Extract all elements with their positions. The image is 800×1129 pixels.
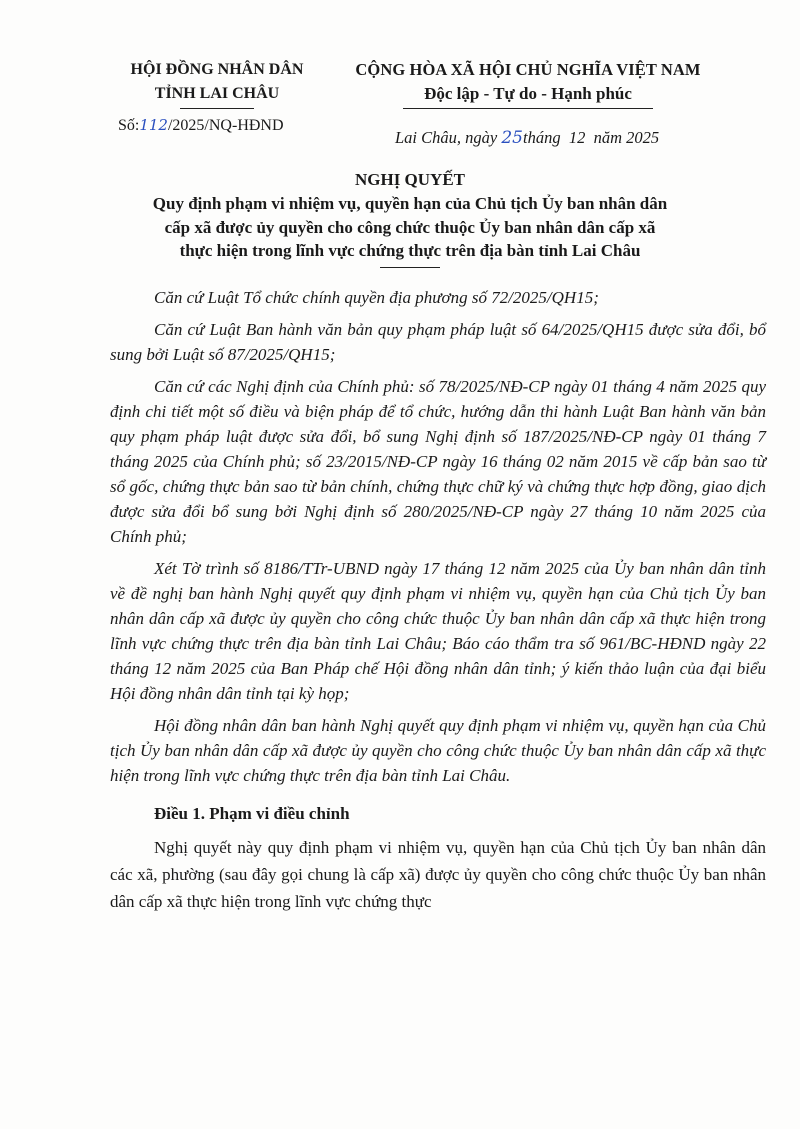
issue-date — [395, 128, 659, 148]
preamble-paragraph: Căn cứ Luật Ban hành văn bản quy phạm pháp luật số 64/2025/QH15 được sửa đổi, bổ sung bởi Luật số 87/2025/QH15; — [110, 320, 766, 364]
document-type: NGHỊ QUYẾT — [354, 170, 466, 189]
preamble-paragraph: Căn cứ Luật Tổ chức chính quyền địa phương số 72/2025/QH15; — [154, 288, 599, 307]
authority-name-line2: TỈNH LAI CHÂU — [154, 85, 280, 102]
document-number — [118, 116, 284, 135]
document-number-prefix: Số: — [118, 117, 140, 134]
article-1-heading: Điều 1. Phạm vi điều chỉnh — [154, 804, 350, 823]
subject-line: Quy định phạm vi nhiệm vụ, quyền hạn của Chủ tịch Ủy ban nhân dân — [152, 194, 668, 213]
document-body — [110, 285, 766, 915]
document-number-suffix: /2025/NQ-HĐND — [167, 117, 284, 134]
date-day-handwritten: 25 — [501, 128, 523, 148]
document-number-handwritten: 112 — [139, 116, 168, 134]
article-1-text: Nghị quyết này quy định phạm vi nhiệm vụ, quyền hạn của Chủ tịch Ủy ban nhân dân các xã, phường (sau đây gọi chung là cấp xã) được ủy quyền cho công chức thuộc Ủy ban nhân dân cấp xã thực hiện trong lĩnh vực chứng thực — [110, 838, 766, 911]
document-title — [100, 168, 720, 268]
subject-line: cấp xã được ủy quyền cho công chức thuộc Ủy ban nhân dân cấp xã — [164, 217, 656, 237]
date-suffix: tháng 12 năm 2025 — [522, 128, 660, 147]
motto-underline — [403, 108, 653, 109]
national-motto: Độc lập - Tự do - Hạnh phúc — [424, 84, 632, 103]
preamble-paragraph: Xét Tờ trình số 8186/TTr-UBND ngày 17 tháng 12 năm 2025 của Ủy ban nhân dân tỉnh về đề nghị ban hành Nghị quyết quy định phạm vi nhiệm vụ, quyền hạn của Chủ tịch Ủy ban nhân dân cấp xã được ủy quyền cho công chức thuộc Ủy ban nhân dân cấp xã thực hiện trong lĩnh vực chứng thực trên địa bàn tỉnh Lai Châu; Báo cáo thẩm tra số 961/BC-HĐND ngày 22 tháng 12 năm 2025 của Ban Pháp chế Hội đồng nhân dân tỉnh; ý kiến thảo luận của đại biểu Hội đồng nhân dân tỉnh tại kỳ họp; — [110, 559, 766, 703]
preamble-paragraph: Hội đồng nhân dân ban hành Nghị quyết quy định phạm vi nhiệm vụ, quyền hạn của Chủ tịch Ủy ban nhân dân cấp xã được ủy quyền cho công chức thuộc Ủy ban nhân dân cấp xã thực hiện trong lĩnh vực chứng thực trên địa bàn tỉnh Lai Châu. — [110, 716, 766, 785]
subject-line: thực hiện trong lĩnh vực chứng thực trên địa bàn tỉnh Lai Châu — [179, 241, 641, 260]
nation-name: CỘNG HÒA XÃ HỘI CHỦ NGHĨA VIỆT NAM — [355, 60, 701, 79]
issuing-authority — [112, 58, 322, 109]
authority-underline — [180, 108, 254, 109]
date-prefix: Lai Châu, ngày — [395, 128, 502, 147]
preamble-paragraph: Căn cứ các Nghị định của Chính phủ: số 78/2025/NĐ-CP ngày 01 tháng 4 năm 2025 quy định chi tiết một số điều và biện pháp để tổ chức, hướng dẫn thi hành Luật Ban hành văn bản quy phạm pháp luật được sửa đổi, bổ sung Nghị định số 187/2025/NĐ-CP ngày 01 tháng 7 tháng 2025 của Chính phủ; số 23/2015/NĐ-CP ngày 16 tháng 02 năm 2015 về cấp bản sao từ sổ gốc, chứng thực bản sao từ bản chính, chứng thực chữ ký và chứng thực hợp đồng, giao dịch được sửa đổi bổ sung bởi Nghị định số 280/2025/NĐ-CP ngày 27 tháng 10 năm 2025 của Chính phủ; — [110, 377, 766, 546]
authority-name-line1: HỘI ĐỒNG NHÂN DÂN — [130, 61, 304, 78]
national-heading — [348, 58, 708, 109]
title-underline — [380, 267, 440, 268]
